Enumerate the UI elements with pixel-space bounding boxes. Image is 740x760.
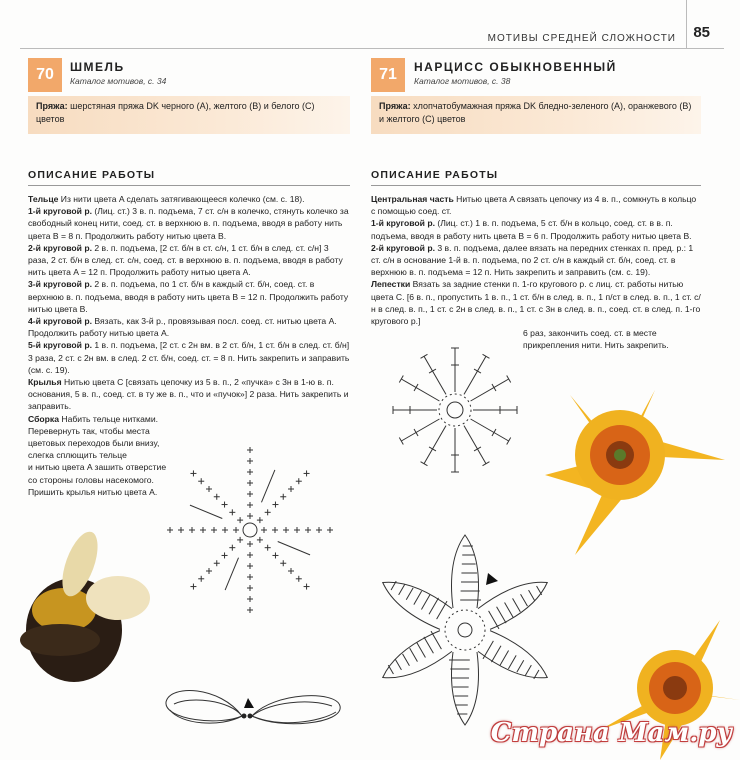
- watermark: Страна Мам.ру: [490, 718, 732, 748]
- instruction-line: со стороны головы насекомого.: [28, 474, 154, 485]
- instruction-paragraph: 1-й круговой р. (Лиц. ст.) 1 в. п. подъема, 5 ст. б/н в кольцо, соед. ст. в в. п. подъема, вводя в работу нить цвета B = 6 п. Продолжить работу нитью цвета B.: [371, 218, 692, 241]
- motif-title: НАРЦИСС ОБЫКНОВЕННЫЙ: [414, 60, 617, 74]
- instruction-line: 6 раз, закончить соед. ст. в месте: [523, 328, 657, 339]
- instructions-text: [371, 193, 701, 352]
- bumblebee-wings-diagram: [160, 680, 350, 740]
- description-rule: [371, 185, 701, 186]
- instruction-paragraph: 1-й круговой р. (Лиц. ст.) 3 в. п. подъема, 7 ст. с/н в колечко, стянуть колечко за свободный конец нити, соед. ст. в верхнюю в. п. подъема, вводя в работу нить цвета B = 8 п. Продолжить работу нитью цвета B.: [28, 206, 349, 241]
- instruction-paragraph: Тельце Из нити цвета A сделать затягивающееся колечко (см. с. 18).: [28, 194, 305, 204]
- instruction-line: Пришить крылья нитью цвета A.: [28, 486, 158, 497]
- header-divider: [686, 0, 687, 48]
- instruction-line: прикрепления нити. Нить закрепить.: [523, 340, 669, 351]
- page-number: 85: [693, 24, 710, 41]
- bumblebee-photo: [14, 520, 164, 690]
- instruction-paragraph: Крылья Нитью цвета C [связать цепочку из 5 в. п., 2 «пучка» с 3н в 1-ю в. п. основания, 5 в. п., соед. ст. в ту же в. п., что и «пучок»] 2 раза. Нить закрепить и заправить.: [28, 377, 349, 412]
- yarn-label: Пряжа:: [36, 101, 68, 111]
- catalog-reference: Каталог мотивов, с. 38: [414, 76, 511, 86]
- instruction-paragraph: Лепестки Вязать за задние стенки п. 1-го кругового р. с лиц. ст. работы нитью цвета C. [6 в. п., пропустить 1 в. п., 1 ст. б/н в след. в. п., 1 п/ст в след. в. п., 1 ст. с/н в след. в. п., 1 ст. с 2н в след. в. п., 1 ст. с 3н в след. в. п., соед. ст. в след. п. 1-го кругового р.]: [371, 279, 701, 327]
- instruction-paragraph: 2-й круговой р. 2 в. п. подъема, [2 ст. б/н в ст. с/н, 1 ст. б/н в след. ст. с/н] 3 раза, 2 ст. б/н в след. ст. с/н, соед. ст. в верхнюю в. п. подъема, вводя в работу нить цвета A = 12 п. Продолжить работу нитью цвета A.: [28, 242, 343, 278]
- yarn-text: шерстяная пряжа DK черного (A), желтого (B) и белого (C) цветов: [36, 101, 315, 124]
- yarn-label: Пряжа:: [379, 101, 411, 111]
- daffodil-photo: [495, 385, 735, 565]
- yarn-box: [28, 96, 350, 134]
- description-heading: ОПИСАНИЕ РАБОТЫ: [28, 169, 156, 181]
- bumblebee-body-diagram: [160, 440, 340, 620]
- catalog-reference: Каталог мотивов, с. 34: [70, 76, 167, 86]
- motif-number-badge: 70: [28, 58, 62, 92]
- header-rule: [20, 48, 724, 49]
- yarn-box: [371, 96, 701, 134]
- section-title: МОТИВЫ СРЕДНЕЙ СЛОЖНОСТИ: [487, 33, 676, 44]
- instruction-paragraph: 4-й круговой р. Вязать, как 3-й р., провязывая посл. соед. ст. нитью цвета A. Продолжить работу нитью цвета A.: [28, 316, 337, 339]
- instruction-line: и нитью цвета A зашить отверстие: [28, 462, 167, 473]
- instruction-paragraph: 3-й круговой р. 2 в. п. подъема, по 1 ст. б/н в каждый ст. б/н, соед. ст. в верхнюю в. п. подъема, вводя в работу нить цвета B = 12 п. Продолжить работу нитью цвета B.: [28, 279, 349, 314]
- instruction-paragraph: 2-й круговой р. 3 в. п. подъема, далее вязать на передних стенках п. пред. р.: 1 ст. с/н в основание 1-й в. п. подъема, по 2 ст. с/н в каждый ст. б/н, соед. ст. в верхнюю в. п. подъема = 12 п. Нить закрепить и заправить (см. с. 19).: [371, 242, 694, 278]
- description-rule: [28, 185, 350, 186]
- instruction-paragraph: 5-й круговой р. 1 в. п. подъема, [2 ст. с 2н вм. в 2 ст. б/н, 1 ст. б/н в след. ст. б/н] 3 раза, 2 ст. с 2н вм. в след. 2 ст. б/н, соед. ст. = 8 п. Нить закрепить и заправить (см. с. 19).: [28, 340, 350, 375]
- yarn-text: хлопчатобумажная пряжа DK бледно-зеленого (A), оранжевого (B) и желтого (C) цветов: [379, 101, 692, 124]
- motif-number-badge: 71: [371, 58, 405, 92]
- instruction-paragraph: Сборка Набить тельце нитками. Перевернуть так, чтобы места цветовых переходов были внизу, слегка сплющить тельце: [28, 413, 160, 461]
- motif-title: ШМЕЛЬ: [70, 60, 125, 74]
- instruction-paragraph: Центральная часть Нитью цвета A связать цепочку из 4 в. п., сомкнуть в кольцо с помощью соед. ст.: [371, 194, 697, 217]
- description-heading: ОПИСАНИЕ РАБОТЫ: [371, 169, 499, 181]
